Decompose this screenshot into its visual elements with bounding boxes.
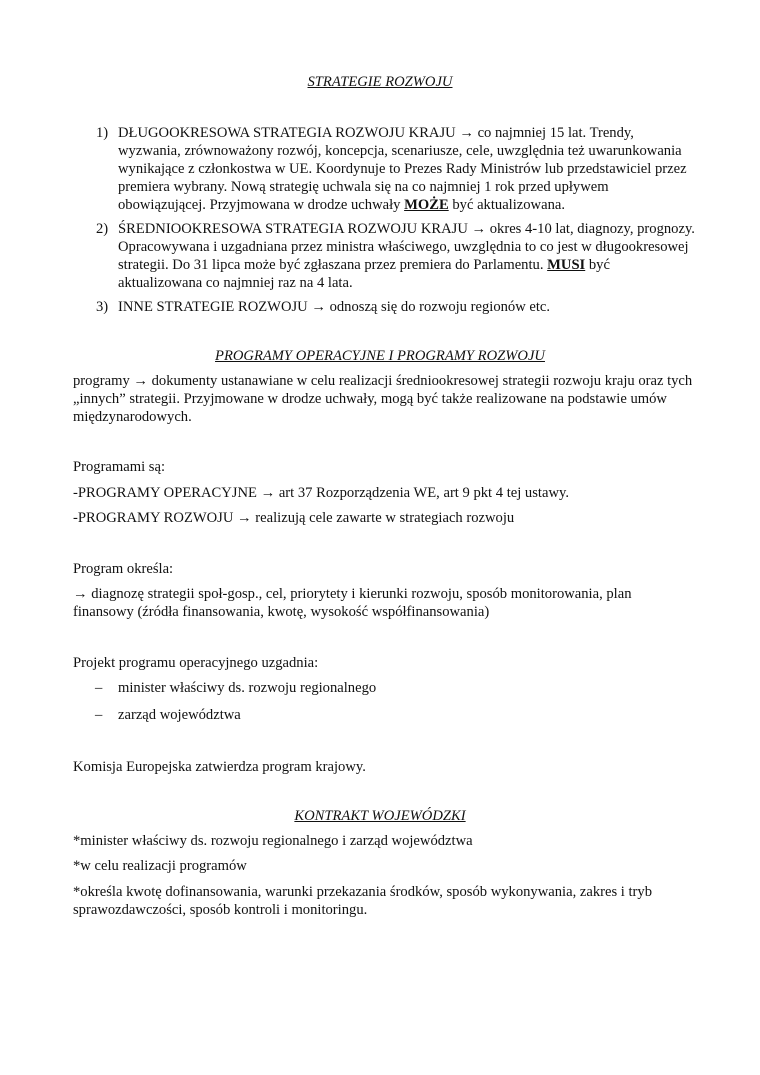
list-text: ŚREDNIOOKRESOWA STRATEGIA ROZWOJU KRAJU → okres 4-10 lat, diagnozy, prognozy. Opracowywana i uzgadniana przez ministra właściwego, uwzględnia to co jest w długookresowej strategii. Do 31 lipca może być zgłaszana przez premiera do Parlamentu. xyxy=(118,221,695,273)
contract-item: *w celu realizacji programów xyxy=(73,858,247,874)
ec-approves-text: Komisja Europejska zatwierdza program krajowy. xyxy=(73,759,366,775)
list-number: 3) xyxy=(96,299,109,315)
heading-programy: PROGRAMY OPERACYJNE I PROGRAMY ROZWOJU xyxy=(215,348,545,364)
contract-item: *określa kwotę dofinansowania, warunki przekazania środków, sposób wykonywania, zakres i tryb sprawozdawczości, sposób kontroli i monitoringu. xyxy=(73,884,652,918)
heading-kontrakt: KONTRAKT WOJEWÓDZKI xyxy=(294,808,466,824)
list-text: być aktualizowana. xyxy=(448,197,565,213)
dash-bullet: – xyxy=(95,707,103,723)
strategy-list xyxy=(96,124,696,322)
list-item xyxy=(73,706,693,724)
programs-are-label: Programami są: xyxy=(73,459,166,475)
heading-strategie: STRATEGIE ROZWOJU xyxy=(307,74,453,90)
list-text: być aktualizowana co najmniej raz na 4 lata. xyxy=(118,257,610,291)
list-text: INNE STRATEGIE ROZWOJU → odnoszą się do rozwoju regionów etc. xyxy=(118,299,551,315)
program-defines-text: → diagnozę strategii społ-gosp., cel, priorytety i kierunki rozwoju, sposób monitorowania, plan finansowy (źródła finansowania, kwotę, wysokość współfinansowania) xyxy=(73,586,632,620)
list-text: zarząd województwa xyxy=(118,707,241,723)
list-number: 2) xyxy=(96,221,109,237)
program-type-item: -PROGRAMY ROZWOJU → realizują cele zawarte w strategiach rozwoju xyxy=(73,510,515,526)
dash-bullet: – xyxy=(95,680,103,696)
project-agree-list xyxy=(73,679,693,724)
program-type-item: -PROGRAMY OPERACYJNE → art 37 Rozporządzenia WE, art 9 pkt 4 tej ustawy. xyxy=(73,485,569,501)
emphasis-text: MOŻE xyxy=(404,197,449,213)
list-number: 1) xyxy=(96,125,109,141)
list-item xyxy=(96,220,696,292)
list-item xyxy=(73,679,693,697)
program-defines-label: Program określa: xyxy=(73,561,174,577)
list-item xyxy=(96,298,696,316)
contract-item: *minister właściwy ds. rozwoju regionalnego i zarząd województwa xyxy=(73,833,473,849)
list-text: minister właściwy ds. rozwoju regionalnego xyxy=(118,680,377,696)
programs-definition: programy → dokumenty ustanawiane w celu realizacji średniookresowej strategii rozwoju kraju oraz tych „innych” strategii. Przyjmowane w drodze uchwały, mogą być także realizowane na podstawie umów międzynarodowych. xyxy=(73,373,693,425)
project-agree-label: Projekt programu operacyjnego uzgadnia: xyxy=(73,655,319,671)
list-item xyxy=(96,124,696,214)
emphasis-text: MUSI xyxy=(547,257,586,273)
list-text: DŁUGOOKRESOWA STRATEGIA ROZWOJU KRAJU → co najmniej 15 lat. Trendy, wyzwania, zrównoważony rozwój, koncepcja, scenariusze, cele, uwzględnia też uwarunkowania wynikające z członkostwa w UE. Koordynuje to Prezes Rady Ministrów lub przedstawiciel przez premiera wybrany. Nową strategię uchwala się na co najmniej 1 rok przed upływem obowiązującej. Przyjmowana w drodze uchwały xyxy=(118,125,687,213)
